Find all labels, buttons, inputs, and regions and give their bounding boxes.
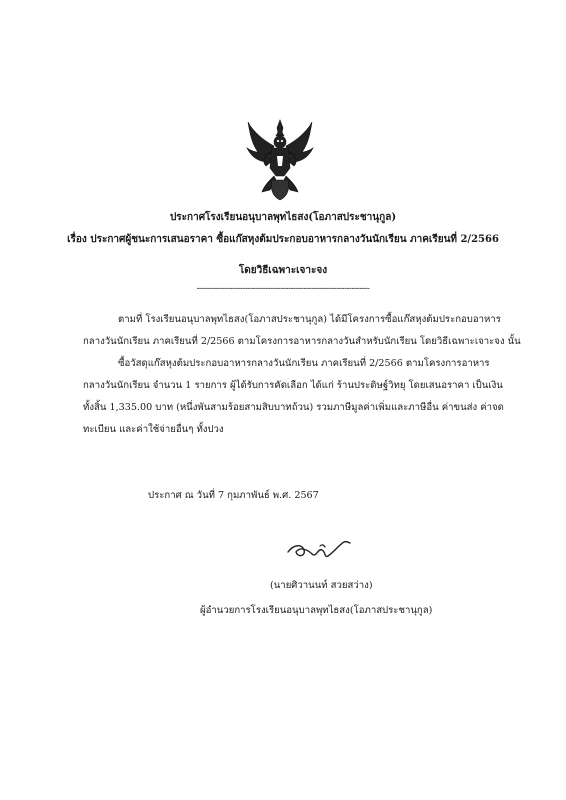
- announcement-subject: เรื่อง ประกาศผู้ชนะการเสนอราคา ซื้อแก๊สหุงต้มประกอบอาหารกลางวันนักเรียน ภาคเรียนที่ 2/2566: [67, 234, 499, 245]
- handwritten-signature: [284, 536, 356, 562]
- body-line-4: กลางวันนักเรียน จำนวน 1 รายการ ผู้ได้รับการคัดเลือก ได้แก่ ร้านประดิษฐ์วิทยุ โดยเสนอราคา เป็นเงิน: [83, 380, 503, 391]
- separator-line: --------------------------------------------------------------------: [196, 284, 370, 294]
- procurement-method: โดยวิธีเฉพาะเจาะจง: [238, 265, 328, 276]
- body-line-1: ตามที่ โรงเรียนอนุบาลพุทไธสง(โอภาสประชานุกูล) ได้มีโครงการซื้อแก๊สหุงต้มประกอบอาหาร: [118, 314, 501, 325]
- announcement-title: ประกาศโรงเรียนอนุบาลพุทไธสง(โอภาสประชานุกูล): [169, 212, 397, 223]
- body-line-5: ทั้งสิ้น 1,335.00 บาท (หนึ่งพันสามร้อยสามสิบบาทถ้วน) รวมภาษีมูลค่าเพิ่มและภาษีอื่น ค่าขนส่ง ค่าจด: [83, 402, 504, 413]
- body-line-6: ทะเบียน และค่าใช้จ่ายอื่นๆ ทั้งปวง: [83, 424, 224, 435]
- announcement-date: ประกาศ ณ วันที่ 7 กุมภาพันธ์ พ.ศ. 2567: [148, 490, 319, 501]
- signer-name: (นายศิวานนท์ สวยสว่าง): [270, 580, 373, 591]
- signer-position: ผู้อำนวยการโรงเรียนอนุบาลพุทไธสง(โอภาสประชานุกูล): [200, 605, 433, 616]
- body-line-3: ซื้อวัสดุแก๊สหุงต้มประกอบอาหารกลางวันนักเรียน ภาคเรียนที่ 2/2566 ตามโครงการอาหาร: [118, 358, 490, 369]
- garuda-emblem-icon: [244, 118, 316, 202]
- body-line-2: กลางวันนักเรียน ภาคเรียนที่ 2/2566 ตามโครงการอาหารกลางวันสำหรับนักเรียน โดยวิธีเฉพาะเจาะจง นั้น: [83, 336, 521, 347]
